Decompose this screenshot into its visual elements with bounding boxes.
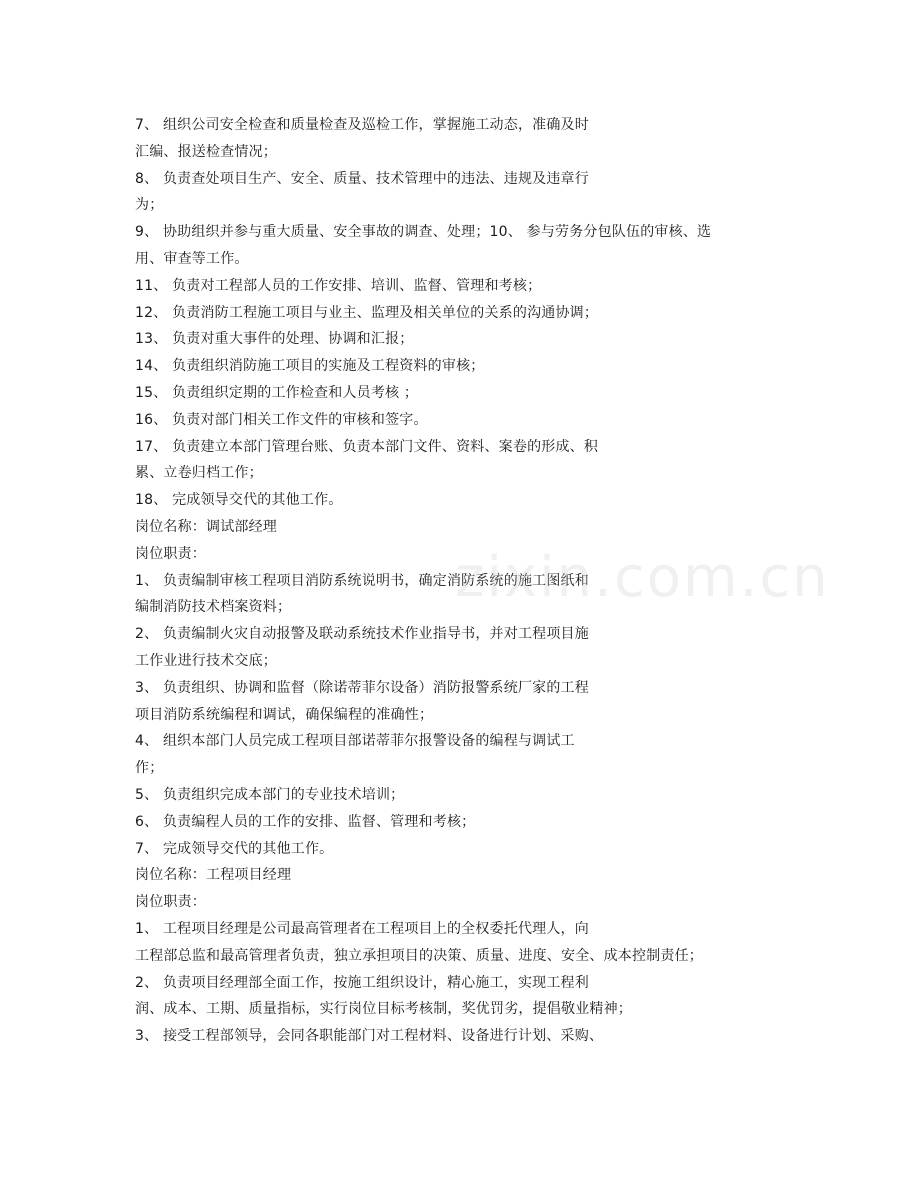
text-line: 18、 完成领导交代的其他工作。 [135, 492, 343, 509]
text-line: 2、 负责项目经理部全面工作，按施工组织设计，精心施工，实现工程利 [135, 974, 589, 991]
watermark: zixin.com.cn [455, 545, 830, 610]
text-line: 4、 组织本部门人员完成工程项目部诺蒂菲尔报警设备的编程与调试工 [135, 733, 575, 750]
section-title: 岗位名称：工程项目经理 [135, 867, 292, 884]
section-subtitle: 岗位职责： [135, 894, 206, 911]
text-line: 工作业进行技术交底； [135, 652, 277, 669]
text-line: 为； [135, 197, 164, 214]
text-line: 14、 负责组织消防施工项目的实施及工程资料的审核； [135, 358, 485, 375]
text-line: 12、 负责消防工程施工项目与业主、监理及相关单位的关系的沟通协调； [135, 304, 599, 321]
text-line: 11、 负责对工程部人员的工作安排、培训、监督、管理和考核； [135, 277, 542, 294]
text-line: 2、 负责编制火灾自动报警及联动系统技术作业指导书，并对工程项目施 [135, 626, 589, 643]
text-line: 7、 组织公司安全检查和质量检查及巡检工作，掌握施工动态，准确及时 [135, 117, 589, 133]
text-line: 6、 负责编程人员的工作的安排、监督、管理和考核； [135, 813, 476, 830]
text-line: 用、审查等工作。 [135, 250, 249, 267]
text-line: 润、成本、工期、质量指标，实行岗位目标考核制，奖优罚劣，提倡敬业精神； [135, 1001, 632, 1018]
text-line: 16、 负责对部门相关工作文件的审核和签字。 [135, 411, 428, 428]
text-line: 项目消防系统编程和调试，确保编程的准确性； [135, 706, 434, 723]
text-line: 1、 工程项目经理是公司最高管理者在工程项目上的全权委托代理人，向 [135, 920, 589, 937]
text-line: 累、立卷归档工作； [135, 465, 263, 482]
text-line: 3、 负责组织、协调和监督（除诺蒂菲尔设备）消防报警系统厂家的工程 [135, 679, 589, 696]
text-line: 编制消防技术档案资料； [135, 599, 292, 616]
text-line: 8、 负责查处项目生产、安全、质量、技术管理中的违法、违规及违章行 [135, 170, 589, 187]
text-line: 9、 协助组织并参与重大质量、安全事故的调查、处理；10、 参与劳务分包队伍的审核、选 [135, 224, 712, 241]
text-line: 15、 负责组织定期的工作检查和人员考核 ； [135, 384, 419, 401]
text-line: 17、 负责建立本部门管理台账、负责本部门文件、资料、案卷的形成、积 [135, 438, 599, 455]
text-line: 13、 负责对重大事件的处理、协调和汇报； [135, 331, 414, 348]
text-line: 7、 完成领导交代的其他工作。 [135, 840, 334, 857]
text-line: 工程部总监和最高管理者负责，独立承担项目的决策、质量、进度、安全、成本控制责任； [135, 947, 703, 964]
text-line: 5、 负责组织完成本部门的专业技术培训； [135, 786, 405, 803]
section-subtitle: 岗位职责： [135, 545, 206, 562]
section-title: 岗位名称：调试部经理 [135, 518, 277, 535]
document-body [135, 112, 795, 1050]
text-line: 作； [135, 760, 164, 777]
text-line: 3、 接受工程部领导，会同各职能部门对工程材料、设备进行计划、采购、 [135, 1028, 604, 1045]
text-line: 1、 负责编制审核工程项目消防系统说明书，确定消防系统的施工图纸和 [135, 572, 589, 589]
text-line: 汇编、报送检查情况； [135, 143, 277, 160]
